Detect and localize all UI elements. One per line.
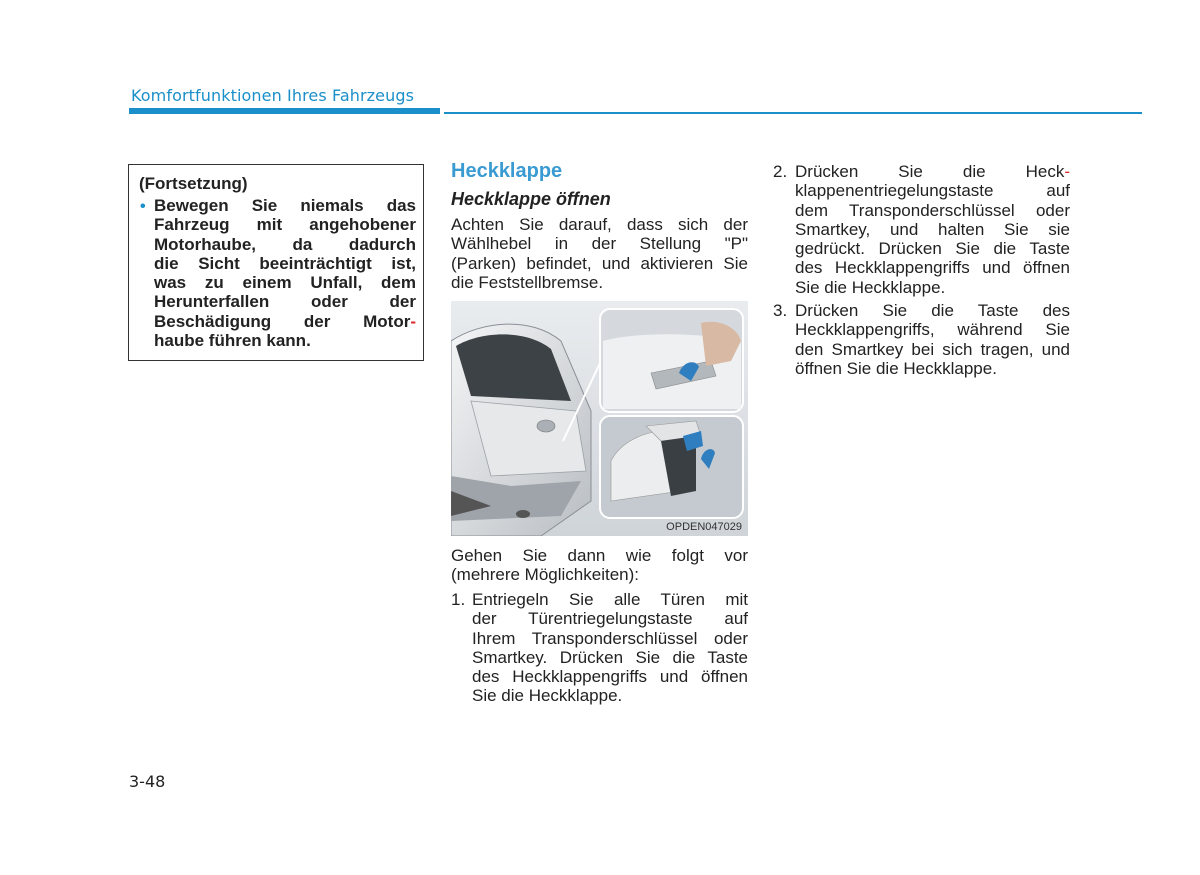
header-rule-thick: [129, 108, 440, 114]
tailgate-illustration: [451, 301, 748, 536]
text-line: Smartkey, und halten Sie sie: [795, 219, 1070, 239]
intro-paragraph: [451, 215, 748, 292]
figure-code: OPDEN047029: [666, 521, 742, 533]
text-line: der Türentriegelungstaste auf: [472, 609, 748, 629]
warning-line: was zu einem Unfall, dem: [154, 273, 416, 293]
subsection-title: Heckklappe öffnen: [451, 189, 611, 209]
warning-text: [154, 196, 416, 350]
text-line: Drücken Sie die Heck: [795, 162, 1065, 181]
warning-line-hyphenated: [154, 312, 416, 331]
text-line: Sie die Heckklappe.: [472, 686, 623, 706]
step-number: 2.: [773, 162, 788, 181]
text-line: Sie die Heckklappe.: [795, 277, 946, 297]
text-line: des Heckklappengriffs und öffnen: [472, 667, 748, 687]
step-3-text: [795, 301, 1070, 378]
text-line-hyphenated: [795, 162, 1070, 181]
text-line: gedrückt. Drücken Sie die Taste: [795, 239, 1070, 259]
warning-line-text: Beschädigung der Motor: [154, 311, 411, 331]
steps-intro: [451, 546, 748, 585]
text-line: Entriegeln Sie alle Türen mit: [472, 590, 748, 609]
page-number: 3-48: [129, 772, 166, 791]
text-line: öffnen Sie die Heckklappe.: [795, 358, 997, 378]
hyphen-mark: -: [1064, 162, 1070, 181]
warning-line: Fahrzeug mit angehobener: [154, 215, 416, 235]
header-rule-thin: [444, 112, 1142, 114]
text-line: (mehrere Möglichkeiten):: [451, 565, 640, 585]
warning-line: Motorhaube, da dadurch: [154, 234, 416, 254]
text-line: Achten Sie darauf, dass sich der: [451, 215, 748, 234]
running-header-title: Komfortfunktionen Ihres Fahrzeugs: [131, 86, 415, 105]
text-line: den Smartkey bei sich tragen, und: [795, 339, 1070, 359]
step-2-text: [795, 162, 1070, 297]
section-title: Heckklappe: [451, 160, 563, 182]
text-line: Ihrem Transponderschlüssel oder: [472, 628, 748, 648]
text-line: (Parken) befindet, und aktivieren Sie: [451, 253, 748, 273]
car-rear-illustration: [451, 301, 748, 536]
bullet-marker: •: [140, 198, 146, 215]
text-line: Drücken Sie die Taste des: [795, 301, 1070, 320]
hyphen-mark: -: [410, 311, 416, 331]
warning-line: Bewegen Sie niemals das: [154, 196, 416, 215]
warning-box: [128, 164, 424, 361]
text-line: klappenentriegelungstaste auf: [795, 181, 1070, 201]
warning-heading: (Fortsetzung): [139, 174, 248, 193]
step-number: 1.: [451, 590, 466, 609]
text-line: die Feststellbremse.: [451, 272, 604, 292]
text-line: Wählhebel in der Stellung "P": [451, 234, 748, 254]
step-number: 3.: [773, 301, 788, 320]
warning-line: haube führen kann.: [154, 331, 311, 351]
warning-line: die Sicht beeinträchtigt ist,: [154, 253, 416, 273]
text-line: Smartkey. Drücken Sie die Taste: [472, 647, 748, 667]
text-line: Gehen Sie dann wie folgt vor: [451, 546, 748, 565]
text-line: des Heckklappengriffs und öffnen: [795, 258, 1070, 278]
text-line: Heckklappengriffs, während Sie: [795, 320, 1070, 340]
text-line: dem Transponderschlüssel oder: [795, 200, 1070, 220]
warning-line: Herunterfallen oder der: [154, 292, 416, 312]
step-1-text: [472, 590, 748, 706]
